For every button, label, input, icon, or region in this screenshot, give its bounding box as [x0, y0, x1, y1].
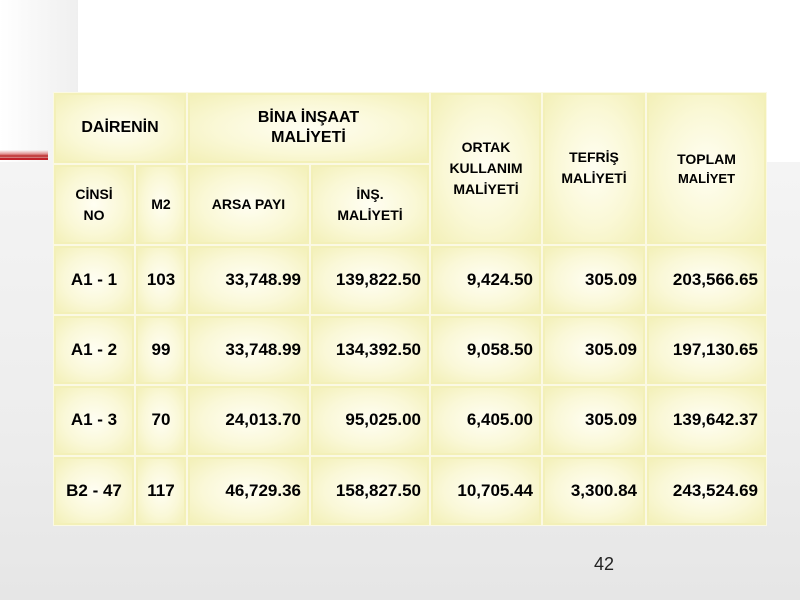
- cell-m2-value: 99: [151, 340, 171, 360]
- cell-toplam-value: 243,524.69: [672, 480, 758, 500]
- header-m2: [135, 164, 187, 244]
- cell-toplam-value: 139,642.37: [672, 410, 758, 430]
- cell-tefris-value: 305.09: [585, 410, 637, 430]
- cell-cinsi-no: [53, 385, 135, 455]
- cell-tefris-value: 305.09: [585, 340, 637, 360]
- cell-ortak: [430, 315, 542, 385]
- cell-tefris: [542, 456, 646, 526]
- cell-toplam: [646, 315, 767, 385]
- cell-ins-maliyeti-value: 134,392.50: [335, 340, 421, 360]
- cell-ortak: [430, 245, 542, 315]
- cell-cinsi-no-value: A1 - 3: [70, 410, 118, 430]
- page-number: 42: [594, 554, 615, 574]
- cell-cinsi-no: [53, 245, 135, 315]
- header-cinsi-no: [53, 164, 135, 244]
- cell-ortak-value: 6,405.00: [466, 410, 533, 430]
- cell-m2: [135, 315, 187, 385]
- cost-table: [53, 92, 767, 526]
- cell-m2: [135, 385, 187, 455]
- cell-tefris-value: 3,300.84: [570, 480, 637, 500]
- header-tefris-maliyeti: [542, 92, 646, 245]
- header-ins-maliyeti-label: İNŞ. MALİYETİ: [337, 185, 403, 223]
- cell-cinsi-no-value: A1 - 2: [70, 340, 118, 360]
- header-row-1: [53, 92, 767, 164]
- header-ins-maliyeti: [310, 164, 430, 244]
- table-row: [53, 385, 767, 455]
- header-tefris-maliyeti-label: TEFRİŞ MALİYETİ: [561, 149, 627, 187]
- cell-arsa-payi-value: 33,748.99: [225, 340, 301, 360]
- header-ortak-kullanim-maliyeti-label: ORTAK KULLANIM MALİYETİ: [449, 138, 523, 197]
- header-ortak-kullanim-maliyeti: [430, 92, 542, 245]
- cell-cinsi-no-value: A1 - 1: [70, 269, 118, 289]
- cell-toplam-value: 203,566.65: [672, 269, 758, 289]
- cell-arsa-payi-value: 33,748.99: [225, 269, 301, 289]
- header-maliyet-label: MALİYET: [677, 170, 736, 186]
- cell-tefris: [542, 245, 646, 315]
- cell-ins-maliyeti-value: 158,827.50: [335, 480, 421, 500]
- cell-ins-maliyeti-value: 139,822.50: [335, 269, 421, 289]
- header-arsa-payi-label: ARSA PAYI: [211, 196, 286, 212]
- cell-ortak-value: 10,705.44: [457, 480, 533, 500]
- cell-arsa-payi: [187, 456, 310, 526]
- cell-toplam-value: 197,130.65: [672, 340, 758, 360]
- cell-tefris: [542, 315, 646, 385]
- cell-m2-value: 103: [146, 269, 176, 289]
- table-row: [53, 456, 767, 526]
- cell-m2: [135, 245, 187, 315]
- cell-ins-maliyeti: [310, 245, 430, 315]
- cell-ins-maliyeti: [310, 385, 430, 455]
- cell-arsa-payi-value: 24,013.70: [225, 410, 301, 430]
- cell-ins-maliyeti-value: 95,025.00: [345, 410, 421, 430]
- cell-arsa-payi-value: 46,729.36: [225, 480, 301, 500]
- header-bina-insaat-maliyeti-label: BİNA İNŞAAT MALİYETİ: [257, 109, 360, 147]
- cell-m2-value: 117: [147, 480, 175, 500]
- cell-toplam: [646, 456, 767, 526]
- cell-m2: [135, 456, 187, 526]
- header-toplam-maliyet: [646, 92, 767, 245]
- cell-m2-value: 70: [151, 410, 171, 430]
- cell-ortak-value: 9,058.50: [466, 340, 533, 360]
- cell-ortak-value: 9,424.50: [466, 269, 533, 289]
- cell-ortak: [430, 385, 542, 455]
- red-accent-line: [0, 158, 48, 160]
- cell-arsa-payi: [187, 315, 310, 385]
- cell-tefris: [542, 385, 646, 455]
- cell-arsa-payi: [187, 385, 310, 455]
- header-m2-label: M2: [151, 196, 171, 212]
- cell-cinsi-no: [53, 456, 135, 526]
- cell-toplam: [646, 385, 767, 455]
- cell-cinsi-no: [53, 315, 135, 385]
- header-arsa-payi: [187, 164, 310, 244]
- header-bina-insaat-maliyeti: [187, 92, 430, 164]
- header-cinsi-no-label: CİNSİ NO: [75, 185, 113, 223]
- table-row: [53, 315, 767, 385]
- cell-cinsi-no-value: B2 - 47: [66, 480, 122, 500]
- cell-ins-maliyeti: [310, 315, 430, 385]
- cell-ortak: [430, 456, 542, 526]
- cell-arsa-payi: [187, 245, 310, 315]
- header-toplam-label: TOPLAM: [677, 150, 736, 167]
- cell-tefris-value: 305.09: [585, 269, 637, 289]
- header-dairenin-label: DAİRENİN: [81, 119, 159, 137]
- header-dairenin: [53, 92, 187, 164]
- cell-ins-maliyeti: [310, 456, 430, 526]
- cell-toplam: [646, 245, 767, 315]
- table-row: [53, 245, 767, 315]
